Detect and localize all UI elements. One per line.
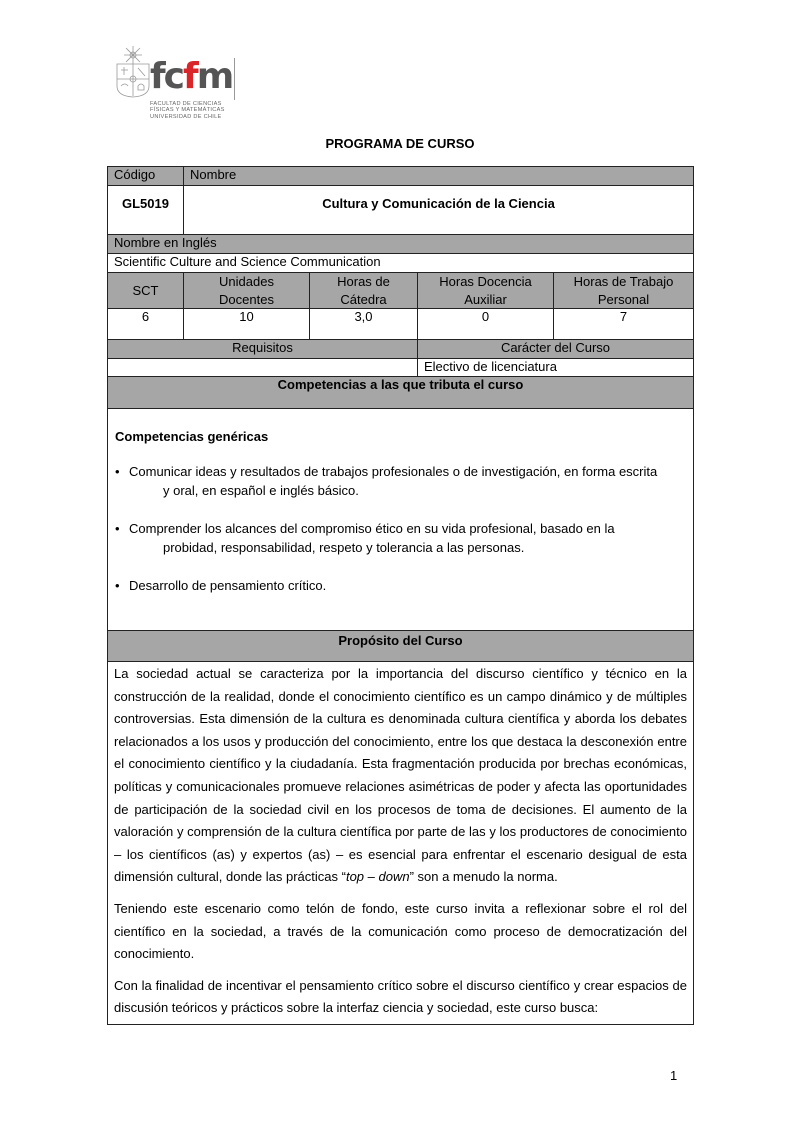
purpose-paragraph-3: Con la finalidad de incentivar el pensamiento crítico sobre el discurso científico y crear espacios de discusión teóricos y prácticos sobre la interfaz ciencia y sociedad, este curso busca:	[114, 977, 687, 1016]
english-name: Scientific Culture and Science Communication	[114, 254, 381, 269]
fcfm-wordmark: fcfm	[150, 56, 233, 97]
competency-item: • Desarrollo de pensamiento crítico.	[115, 576, 686, 595]
code-name-value-row	[107, 185, 694, 234]
hours-value-catedra: 3,0	[309, 309, 417, 339]
logo-divider	[234, 58, 235, 100]
course-name: Cultura y Comunicación de la Ciencia	[183, 186, 693, 234]
page-number: 1	[670, 1068, 678, 1083]
purpose-paragraph-2: Teniendo este escenario como telón de fondo, este curso invita a reflexionar sobre el rol del científico en la sociedad, a través de la comunicación como proceso de democratización del conocimiento.	[114, 900, 687, 962]
hours-value-row	[107, 308, 694, 339]
hours-value-unidades: 10	[183, 309, 309, 339]
hours-header-sct: SCT	[132, 283, 159, 298]
competencies-header-row	[107, 376, 694, 408]
requisites-character-header-row	[107, 339, 694, 358]
character-label: Carácter del Curso	[417, 340, 693, 358]
hours-value-personal: 7	[553, 309, 693, 339]
course-code: GL5019	[122, 196, 169, 211]
hours-value-auxiliar: 0	[417, 309, 553, 339]
english-name-label: Nombre en Inglés	[114, 235, 217, 250]
hours-header-personal: Horas de Trabajo Personal	[553, 273, 693, 308]
competency-item: • Comunicar ideas y resultados de trabajos profesionales o de investigación, en forma escrita y oral, en español e inglés básico.	[115, 462, 686, 500]
character-value: Electivo de licenciatura	[417, 359, 693, 376]
hours-header-unidades: Unidades Docentes	[183, 273, 309, 308]
requisites-value	[108, 359, 417, 376]
logo-subtitle: FACULTAD DE CIENCIAS FÍSICAS Y MATEMÁTICAS UNIVERSIDAD DE CHILE	[150, 101, 225, 120]
hours-header-catedra: Horas de Cátedra	[309, 273, 417, 308]
purpose-paragraph-1: La sociedad actual se caracteriza por la importancia del discurso científico y técnico en la construcción de la realidad, donde el conocimiento científico es un campo dinámico y de múltiples controversias. Esta dimensión de la cultura es denominada cultura científica y aborda los debates relacionados a los usos y producción del conocimiento, entre los que destaca la desconexión entre el conocimiento científico y la ciudadanía. Esta fragmentación producida por brechas económicas, políticas y comunicacionales promueve relaciones asimétricas de poder y afecta las oportunidades de participación de la sociedad civil en los procesos de toma de decisiones. El aumento de la valoración y comprensión de la cultura científica por parte de las y los productores de conocimiento – los científicos (as) y expertos (as) – es esencial para enfrentar el escenario desigual de esta dimensión cultural, donde las prácticas “top – down” son a menudo la norma.	[114, 666, 687, 885]
document-title: PROGRAMA DE CURSO	[325, 136, 475, 151]
purpose-body	[108, 662, 693, 1024]
competencies-body	[108, 409, 693, 630]
hours-header-auxiliar: Horas Docencia Auxiliar	[417, 273, 553, 308]
code-label: Código	[114, 167, 156, 182]
requisites-character-value-row	[107, 358, 694, 376]
generic-competencies-title: Competencias genéricas	[115, 429, 269, 444]
fcfm-logo	[112, 46, 242, 132]
hours-value-sct: 6	[141, 309, 150, 324]
requisites-label: Requisitos	[232, 340, 293, 355]
english-name-header-row	[107, 234, 694, 253]
competencies-body-row	[107, 408, 694, 630]
name-label: Nombre	[183, 167, 693, 185]
purpose-body-row	[107, 661, 694, 1025]
competency-item: • Comprender los alcances del compromiso ético en su vida profesional, basado en la probidad, responsabilidad, respeto y tolerancia a las personas.	[115, 519, 686, 557]
english-name-value-row	[107, 253, 694, 272]
university-crest-icon	[114, 46, 152, 98]
purpose-section-title: Propósito del Curso	[338, 633, 463, 648]
course-program-table	[107, 166, 694, 1025]
hours-header-row	[107, 272, 694, 308]
purpose-header-row	[107, 630, 694, 661]
code-name-header-row	[107, 166, 694, 185]
competencies-section-title: Competencias a las que tributa el curso	[277, 377, 524, 392]
